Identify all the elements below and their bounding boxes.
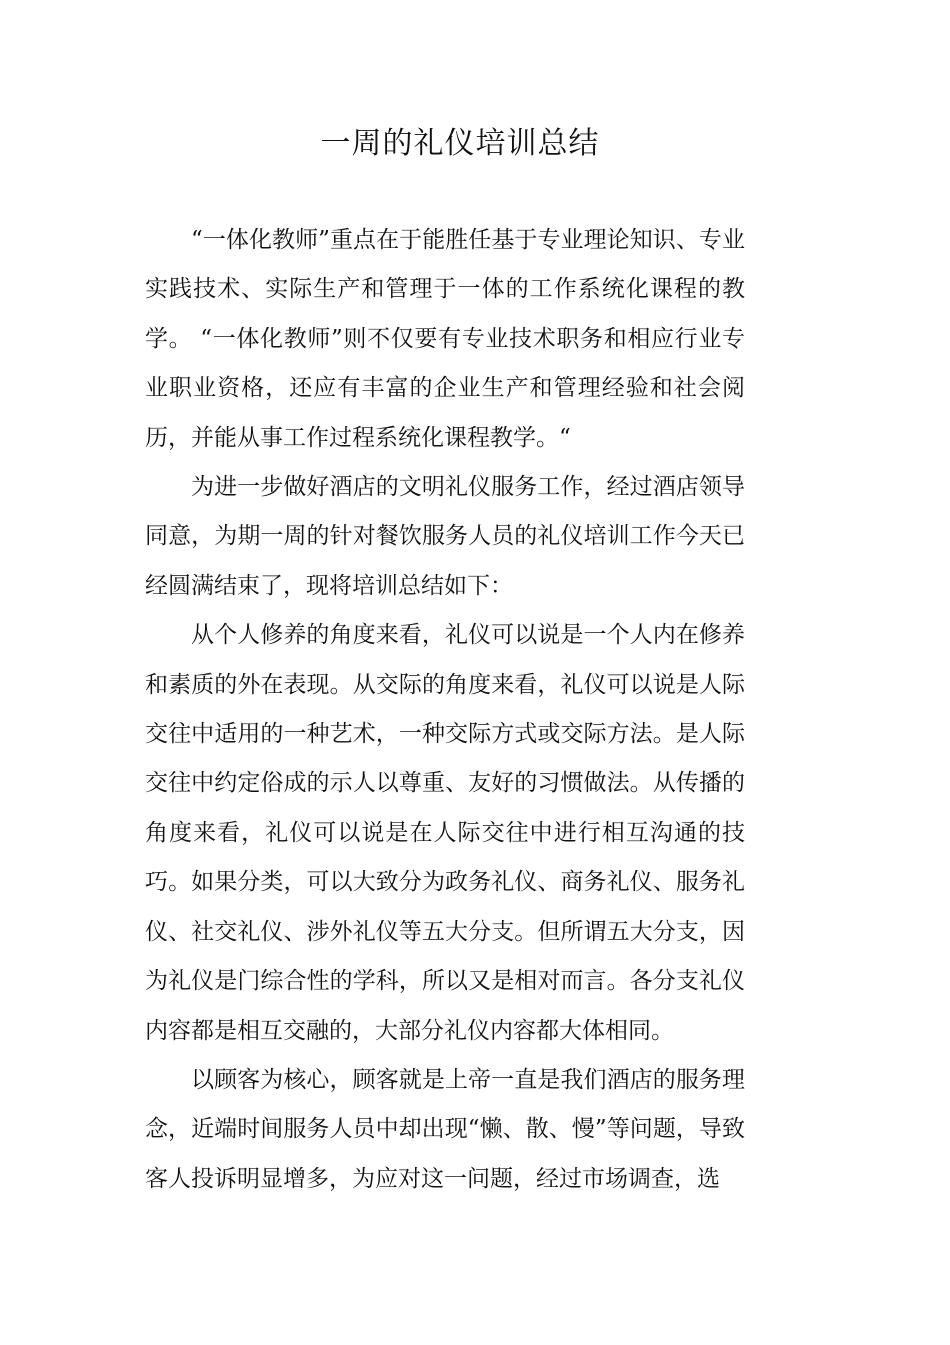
paragraph-4: 以顾客为核心，顾客就是上帝一直是我们酒店的服务理念，近端时间服务人员中却出现“懒、散、慢”等问题，导致客人投诉明显增多，为应对这一问题，经过市场调查，选 (145, 1066, 745, 1192)
paragraph-2: 为进一步做好酒店的文明礼仪服务工作，经过酒店领导同意，为期一周的针对餐饮服务人员的礼仪培训工作今天已经圆满结束了，现将培训总结如下： (145, 474, 745, 599)
document-body (145, 216, 745, 1204)
paragraph-1: “一体化教师”重点在于能胜任基于专业理论知识、专业实践技术、实际生产和管理于一体的工作系统化课程的教学。 “一体化教师”则不仅要有专业技术职务和相应行业专业职业资格，还应有丰富的企业生产和管理经验和社会阅历，并能从事工作过程系统化课程教学。“ (145, 227, 745, 451)
document-title: 一周的礼仪培训总结 (320, 126, 600, 161)
paragraph-3: 从个人修养的角度来看，礼仪可以说是一个人内在修养和素质的外在表现。从交际的角度来看，礼仪可以说是人际交往中适用的一种艺术，一种交际方式或交际方法。是人际交往中约定俗成的示人以尊重、友好的习惯做法。从传播的角度来看，礼仪可以说是在人际交往中进行相互沟通的技巧。如果分类，可以大致分为政务礼仪、商务礼仪、服务礼仪、社交礼仪、涉外礼仪等五大分支。但所谓五大分支，因为礼仪是门综合性的学科，所以又是相对而言。各分支礼仪内容都是相互交融的，大部分礼仪内容都大体相同。 (145, 622, 745, 1044)
